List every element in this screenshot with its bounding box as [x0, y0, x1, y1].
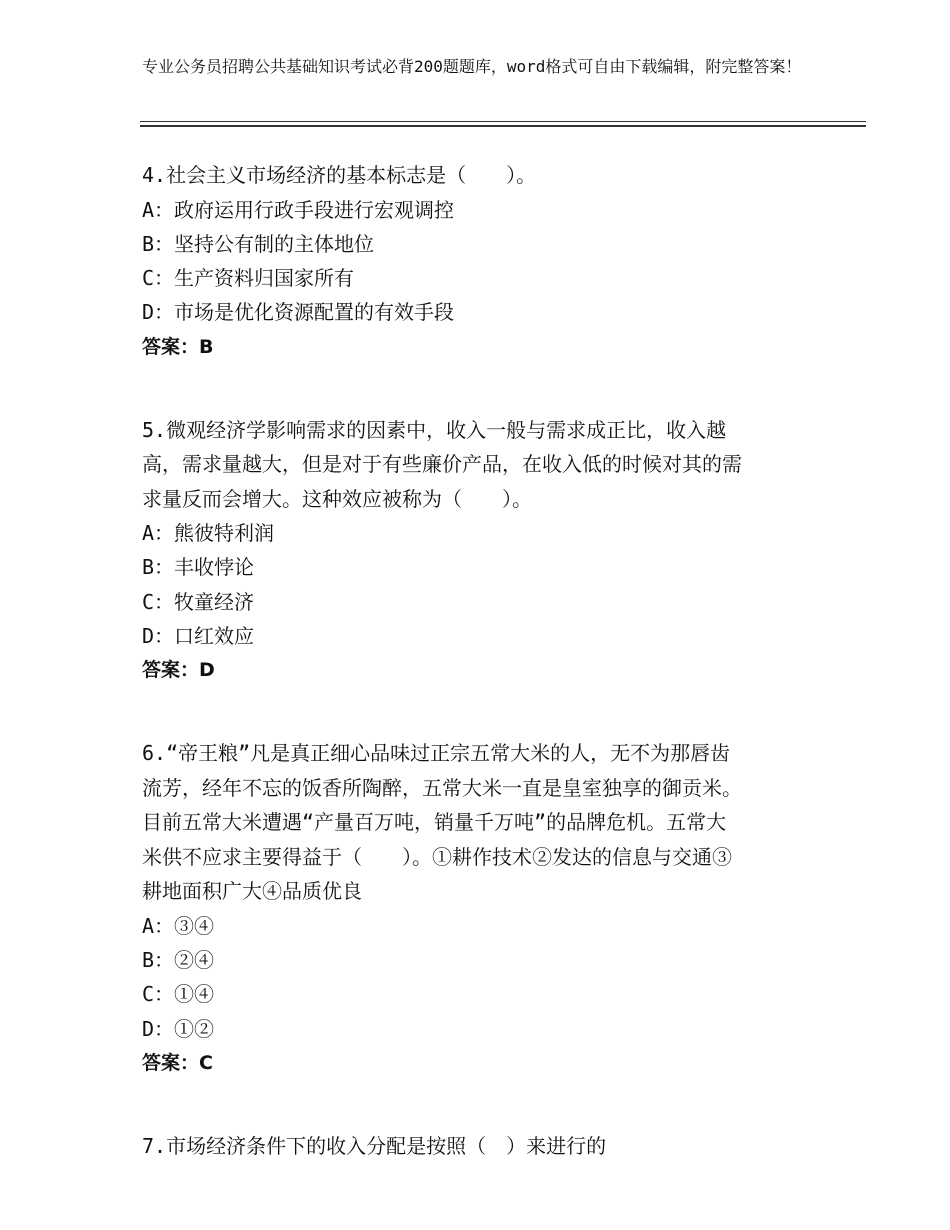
option-b: B：②④	[142, 948, 215, 973]
option-c: C：牧童经济	[142, 589, 255, 614]
option-b: B：坚持公有制的主体地位	[142, 231, 375, 256]
question-list	[142, 158, 802, 1164]
option-a: A：③④	[142, 913, 215, 938]
question-stem-line: 4.社会主义市场经济的基本标志是（ ）。	[142, 163, 537, 187]
option-c: C：①④	[142, 982, 215, 1007]
question-stem-line: 求量反而会增大。这种效应被称为（ ）。	[142, 486, 532, 511]
option-c: C：生产资料归国家所有	[142, 266, 355, 291]
header-divider-thick	[140, 125, 866, 127]
question-stem-line: 6.“帝王粮”凡是真正细心品味过正宗五常大米的人，无不为那唇齿	[142, 741, 731, 766]
question-stem-line: 米供不应求主要得益于（ ）。①耕作技术②发达的信息与交通③	[142, 844, 732, 869]
option-d: D：口红效应	[142, 624, 255, 649]
question-5	[142, 413, 802, 688]
option-a: A：政府运用行政手段进行宏观调控	[142, 197, 455, 222]
question-stem-line: 流芳，经年不忘的饭香所陶醉，五常大米一直是皇室独享的御贡米。	[142, 775, 742, 800]
option-d: D：①②	[142, 1016, 215, 1041]
question-4	[142, 158, 802, 364]
answer-label: 答案：D	[142, 659, 215, 682]
question-stem-line: 7.市场经济条件下的收入分配是按照（ ）来进行的	[142, 1134, 607, 1159]
header-divider-thin	[140, 121, 866, 122]
answer-label: 答案：C	[142, 1052, 213, 1075]
question-6	[142, 736, 802, 1080]
page-header: 专业公务员招聘公共基础知识考试必背200题题库，word格式可自由下载编辑，附完整答案！	[142, 57, 802, 76]
question-stem-line: 高，需求量越大，但是对于有些廉价产品，在收入低的时候对其的需	[142, 452, 742, 477]
option-b: B：丰收悖论	[142, 555, 255, 580]
option-a: A：熊彼特利润	[142, 521, 275, 546]
question-stem-line: 目前五常大米遭遇“产量百万吨，销量千万吨”的品牌危机。五常大	[142, 810, 727, 835]
question-stem-line: 5.微观经济学影响需求的因素中，收入一般与需求成正比，收入越	[142, 417, 727, 442]
option-d: D：市场是优化资源配置的有效手段	[142, 300, 455, 325]
answer-label: 答案：B	[142, 335, 214, 358]
question-stem-line: 耕地面积广大④品质优良	[142, 879, 362, 904]
question-7	[142, 1129, 802, 1164]
